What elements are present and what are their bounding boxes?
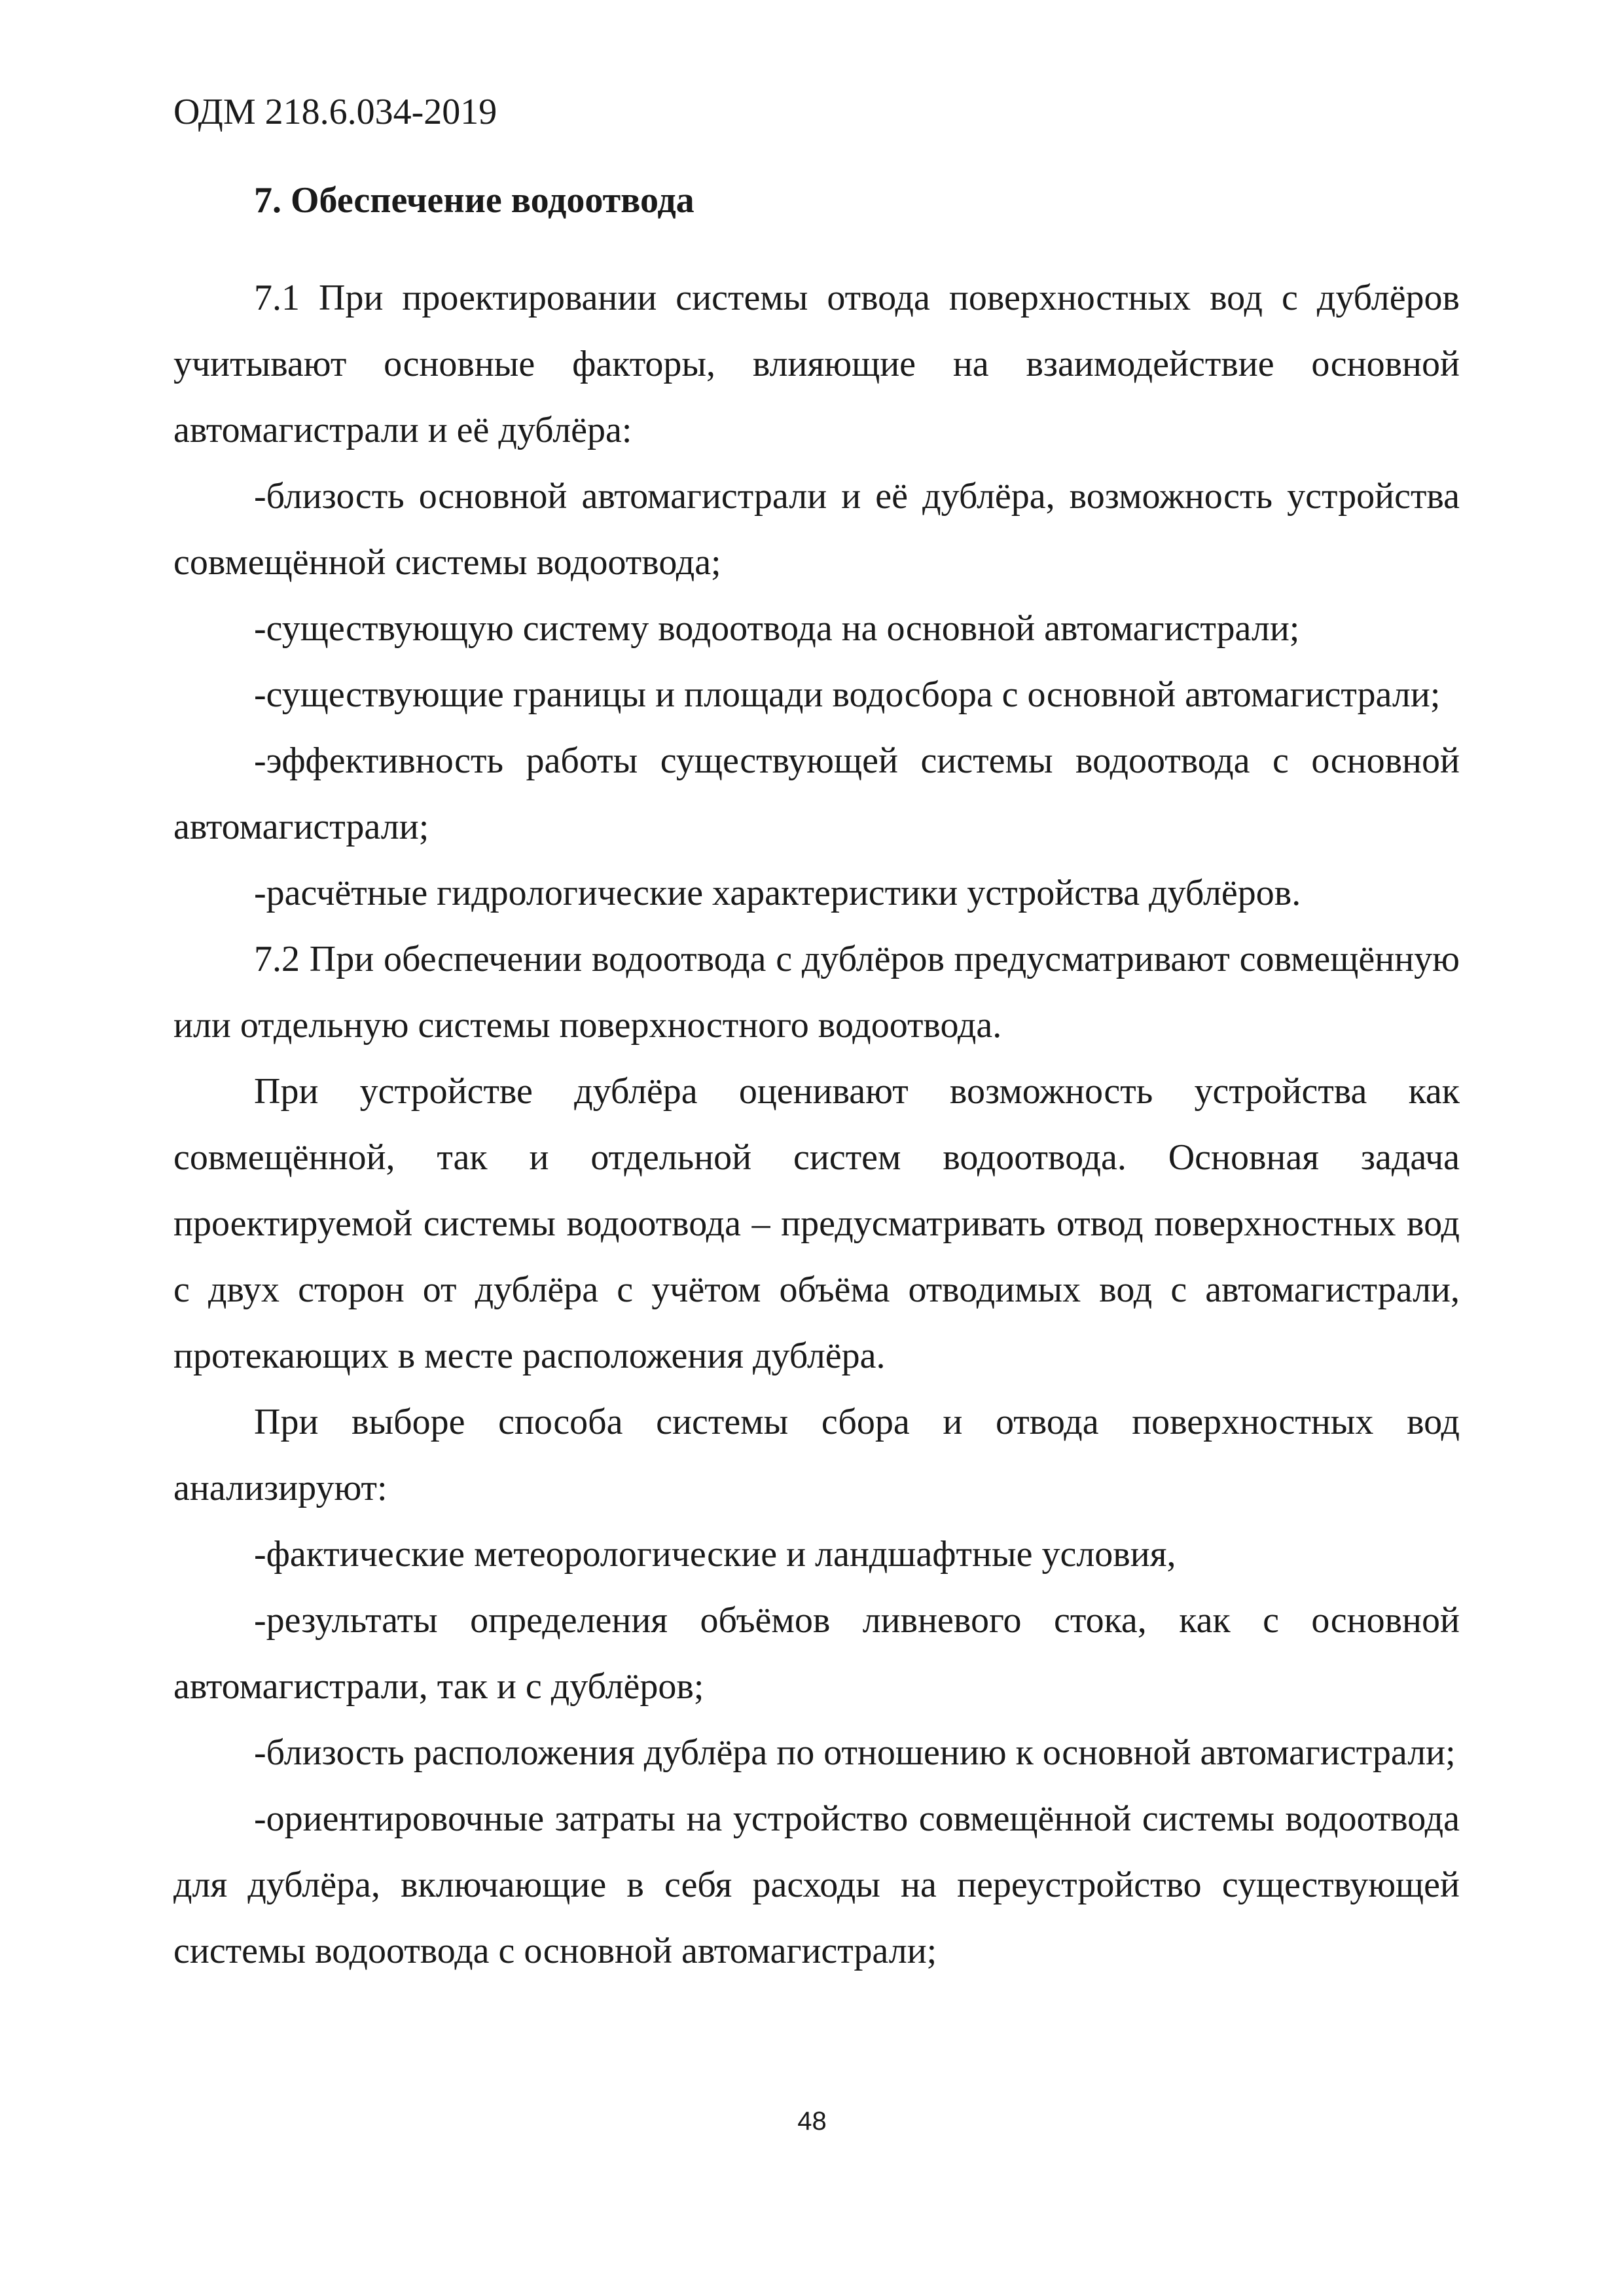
- paragraph-7-2: 7.2 При обеспечении водоотвода с дублёров предусматривают совмещённую или отдельную системы поверхностного водоотвода.: [173, 939, 1460, 1046]
- list-item-conditions: -фактические метеорологические и ландшафтные условия,: [254, 1534, 1176, 1575]
- body-text: [173, 265, 1460, 1984]
- list-item-existing-system: -существующую систему водоотвода на основной автомагистрали;: [254, 608, 1300, 649]
- list-item-catchment: -существующие границы и площади водосбора с основной автомагистрали;: [254, 674, 1441, 715]
- page-number: 48: [797, 2107, 827, 2136]
- list-item-hydrology: -расчётные гидрологические характеристики устройства дублёров.: [254, 873, 1301, 913]
- list-item-runoff: -результаты определения объёмов ливневого стока, как с основной автомагистрали, так и с дублёров;: [173, 1600, 1460, 1707]
- list-item-location: -близость расположения дублёра по отношению к основной автомагистрали;: [254, 1732, 1456, 1773]
- paragraph-assessment: При устройстве дублёра оценивают возможность устройства как совмещённой, так и отдельной систем водоотвода. Основная задача проектируемой системы водоотвода – предусматривать отвод поверхностных вод с двух сторон от дублёра с учётом объёма отводимых вод с автомагистрали, протекающих в месте расположения дублёра.: [173, 1071, 1460, 1376]
- list-item-costs: -ориентировочные затраты на устройство совмещённой системы водоотвода для дублёра, включающие в себя расходы на переустройство существующей системы водоотвода с основной автомагистрали;: [173, 1798, 1460, 1971]
- paragraph-7-1-intro: 7.1 При проектировании системы отвода поверхностных вод с дублёров учитывают основные факторы, влияющие на взаимодействие основной автомагистрали и её дублёра:: [173, 278, 1460, 450]
- paragraph-analysis-intro: При выборе способа системы сбора и отвода поверхностных вод анализируют:: [173, 1402, 1460, 1508]
- section-title: 7. Обеспечение водоотвода: [254, 180, 695, 221]
- list-item-proximity: -близость основной автомагистрали и её дублёра, возможность устройства совмещённой системы водоотвода;: [173, 476, 1460, 583]
- list-item-efficiency: -эффективность работы существующей системы водоотвода с основной автомагистрали;: [173, 740, 1460, 847]
- document-code: ОДМ 218.6.034-2019: [173, 92, 497, 132]
